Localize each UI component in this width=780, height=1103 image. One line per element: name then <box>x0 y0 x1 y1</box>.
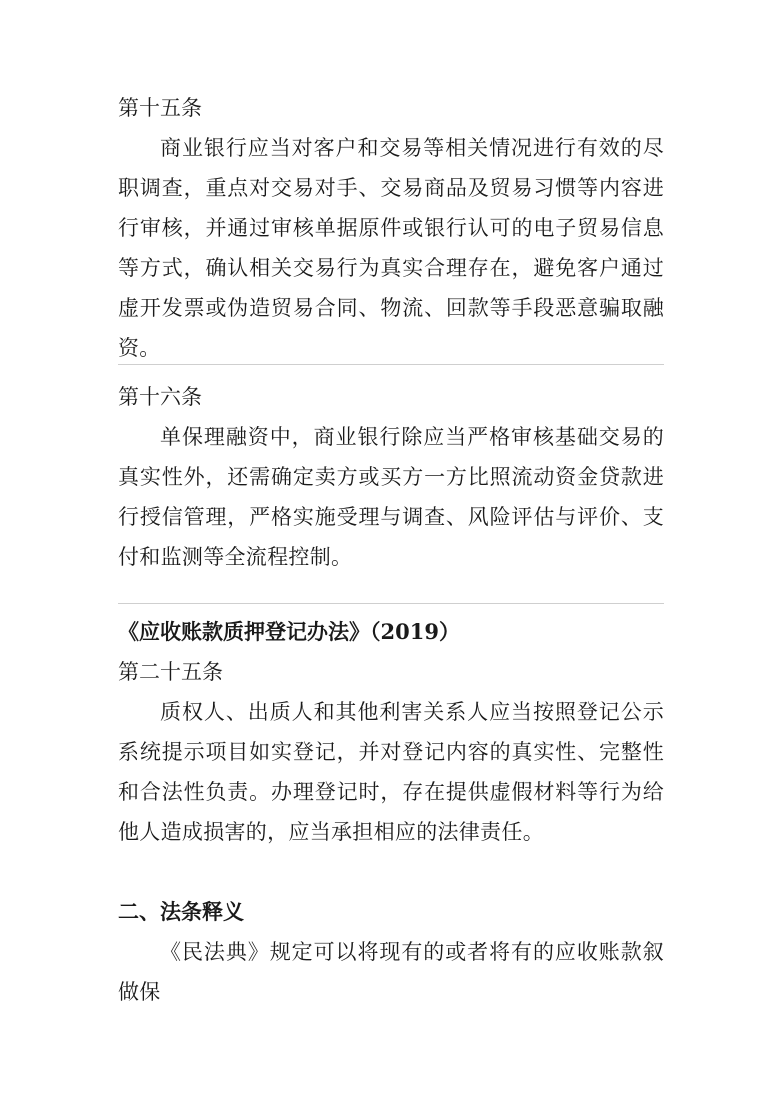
document-page <box>118 88 664 1012</box>
part-heading: 二、法条释义 <box>118 899 244 924</box>
article-paragraph: 商业银行应当对客户和交易等相关情况进行有效的尽职调查，重点对交易对手、交易商品及贸易习惯等内容进行审核，并通过审核单据原件或银行认可的电子贸易信息等方式，确认相关交易行为真实合理存在，避免客户通过虚开发票或伪造贸易合同、物流、回款等手段恶意骗取融资。 <box>118 136 664 360</box>
article-paragraph: 质权人、出质人和其他利害关系人应当按照登记公示系统提示项目如实登记，并对登记内容的真实性、完整性和合法性负责。办理登记时，存在提供虚假材料等行为给他人造成损害的，应当承担相应的法律责任。 <box>118 700 664 844</box>
article-heading: 第十五条 <box>118 96 202 120</box>
part-two <box>118 892 664 1012</box>
article-16 <box>118 377 664 581</box>
article-15 <box>118 88 664 360</box>
law-title: 《应收账款质押登记办法》（2019） <box>118 619 460 644</box>
article-25 <box>118 612 664 852</box>
article-heading: 第十六条 <box>118 385 202 409</box>
part-paragraph: 《民法典》规定可以将现有的或者将有的应收账款叙做保 <box>118 940 664 1004</box>
article-heading: 第二十五条 <box>118 660 223 684</box>
article-paragraph: 单保理融资中，商业银行除应当严格审核基础交易的真实性外，还需确定卖方或买方一方比照流动资金贷款进行授信管理，严格实施受理与调查、风险评估与评价、支付和监测等全流程控制。 <box>118 425 664 569</box>
